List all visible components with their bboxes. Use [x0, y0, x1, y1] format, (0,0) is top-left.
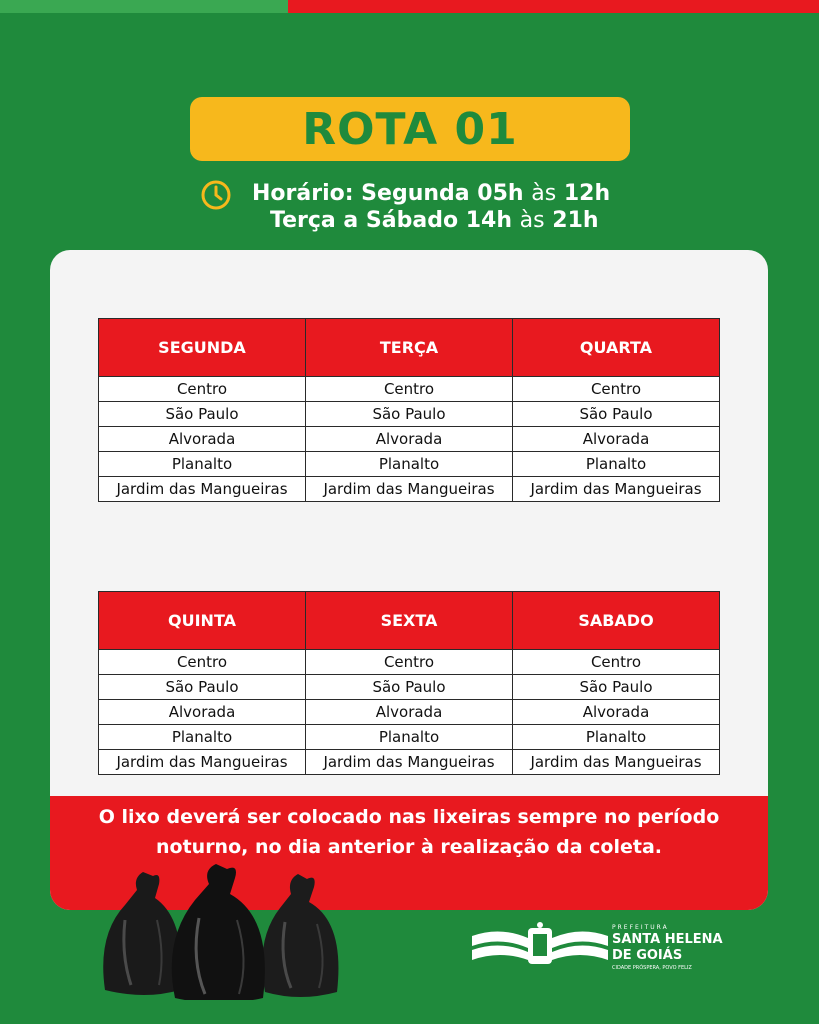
table-cell: Planalto	[99, 725, 306, 750]
table-cell: Jardim das Mangueiras	[513, 477, 720, 502]
city-emblem-icon	[470, 918, 610, 978]
logo-tagline: CIDADE PRÓSPERA, POVO FELIZ	[612, 965, 692, 971]
column-header-quinta: QUINTA	[99, 592, 306, 650]
table-cell: Alvorada	[99, 427, 306, 452]
table-cell: São Paulo	[306, 402, 513, 427]
table-cell: São Paulo	[513, 675, 720, 700]
schedule-line-2	[270, 207, 599, 235]
table-cell: São Paulo	[99, 402, 306, 427]
table-cell: Alvorada	[306, 427, 513, 452]
table-row	[99, 675, 720, 700]
table-cell: Centro	[306, 650, 513, 675]
notice-line-2: noturno, no dia anterior à realização da coleta.	[156, 836, 662, 858]
table-cell: Centro	[513, 650, 720, 675]
schedule-line-1-connector: às	[531, 181, 557, 206]
schedule-line-1	[252, 180, 610, 208]
table-cell: Planalto	[99, 452, 306, 477]
column-header-sabado: SABADO	[513, 592, 720, 650]
table-cell: Planalto	[513, 452, 720, 477]
schedule-line-2-main: Terça a Sábado 14h	[270, 208, 512, 233]
table-cell: Alvorada	[513, 427, 720, 452]
top-bar-green-segment	[0, 0, 288, 13]
table-cell: Centro	[99, 650, 306, 675]
top-color-bar	[0, 0, 819, 13]
table-row	[99, 402, 720, 427]
table-cell: Planalto	[306, 452, 513, 477]
table-cell: Jardim das Mangueiras	[99, 750, 306, 775]
table-cell: Alvorada	[99, 700, 306, 725]
table-cell: Alvorada	[306, 700, 513, 725]
route-table-mon-wed	[98, 318, 720, 502]
table-cell: Planalto	[306, 725, 513, 750]
table-row	[99, 700, 720, 725]
logo-city-line-2: DE GOIÁS	[612, 948, 683, 963]
route-card	[50, 250, 768, 910]
clock-icon	[200, 179, 232, 211]
table-cell: Centro	[99, 377, 306, 402]
schedule-line-2-end: 21h	[552, 208, 599, 233]
table-cell: Centro	[306, 377, 513, 402]
column-header-quarta: QUARTA	[513, 319, 720, 377]
logo-city-line-1: SANTA HELENA	[612, 932, 723, 947]
top-bar-red-segment	[288, 0, 819, 13]
logo-wordmark	[612, 924, 723, 972]
table-cell: Alvorada	[513, 700, 720, 725]
garbage-bag-icon	[262, 874, 338, 997]
table-cell: Jardim das Mangueiras	[99, 477, 306, 502]
table-header-row	[99, 319, 720, 377]
table-cell: Centro	[513, 377, 720, 402]
table-cell: Jardim das Mangueiras	[306, 477, 513, 502]
title-banner	[190, 97, 630, 161]
prefeitura-logo	[470, 918, 760, 978]
garbage-bag-icon	[172, 864, 265, 1000]
schedule-line-1-end: 12h	[563, 181, 611, 206]
table-row	[99, 477, 720, 502]
notice-line-1: O lixo deverá ser colocado nas lixeiras sempre no período	[98, 806, 720, 828]
table-cell: Jardim das Mangueiras	[306, 750, 513, 775]
column-header-segunda: SEGUNDA	[99, 319, 306, 377]
table-cell: São Paulo	[513, 402, 720, 427]
table-row	[99, 452, 720, 477]
table-row	[99, 650, 720, 675]
column-header-terca: TERÇA	[306, 319, 513, 377]
table-cell: Jardim das Mangueiras	[513, 750, 720, 775]
schedule-line-1-main: Horário: Segunda 05h	[252, 181, 524, 206]
table-cell: Planalto	[513, 725, 720, 750]
schedule-line-2-connector: às	[519, 208, 545, 233]
garbage-bags-illustration	[95, 860, 355, 1000]
table-row	[99, 427, 720, 452]
table-cell: São Paulo	[99, 675, 306, 700]
table-row	[99, 725, 720, 750]
garbage-bag-icon	[103, 872, 181, 995]
page-title: ROTA 01	[302, 103, 518, 155]
table-row	[99, 750, 720, 775]
column-header-sexta: SEXTA	[306, 592, 513, 650]
route-table-thu-sat	[98, 591, 720, 775]
table-header-row	[99, 592, 720, 650]
table-row	[99, 377, 720, 402]
table-cell: São Paulo	[306, 675, 513, 700]
logo-prefeitura: PREFEITURA	[612, 924, 669, 931]
